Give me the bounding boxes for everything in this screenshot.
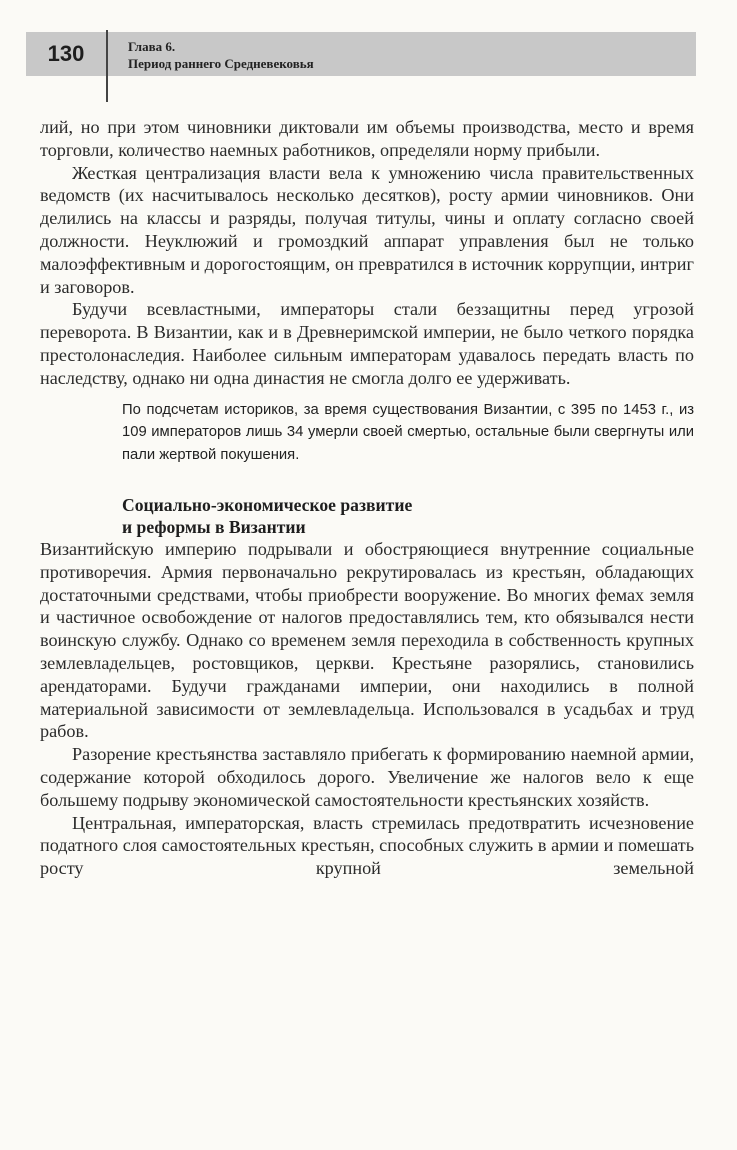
section-heading <box>122 494 694 538</box>
paragraph-imperial-power: Центральная, императорская, власть стремилась предотвратить исчезновение податного слоя самостоятельных крестьян, способных служить в армии и помешать росту крупной земельной <box>40 812 694 879</box>
paragraph-continued: лий, но при этом чиновники диктовали им объемы производства, место и время торговли, количество наемных работников, определяли норму прибыли. <box>40 117 694 160</box>
chapter-label: Глава 6. <box>128 39 176 54</box>
paragraph-mercenary-army: Разорение крестьянства заставляло прибегать к формированию наемной армии, содержание которой обходилось дорого. Увеличение же налогов вело к еще большему подрыву экономической самостоятельности крестьянских хозяйств. <box>40 744 694 810</box>
page-body <box>40 116 694 880</box>
section-heading-line-2: и реформы в Византии <box>122 517 306 538</box>
section-heading-line-1: Социально-экономическое развитие <box>122 495 413 516</box>
page-number: 130 <box>47 41 85 66</box>
paragraph-social-contradictions: Византийскую империю подрывали и обостряющиеся внутренние социальные противоречия. Армия первоначально рекрутировалась из крестьян, обладающих достаточными средствами, чтобы приобрести вооружение. Во многих фемах земля и частичное освобождение от налогов предоставлялись тем, кто обязывался нести воинскую службу. Однако со временем земля переходила в собственность крупных землевладельцев, ростовщиков, церкви. Крестьяне разорялись, становились арендаторами. Будучи гражданами империи, они находились в полной материальной зависимости от землевладельца. Использовался в усадьбах и труд рабов. <box>40 539 694 742</box>
running-header-text <box>128 38 314 72</box>
running-header <box>26 32 696 76</box>
sidebar-note: По подсчетам историков, за время существования Византии, с 395 по 1453 г., из 109 императоров лишь 34 умерли своей смертью, остальные были свергнуты или пали жертвой покушения. <box>122 401 694 463</box>
paragraph-centralization: Жесткая централизация власти вела к умножению числа правительственных ведомств (их насчитывалось несколько десятков), росту армии чиновников. Они делились на классы и разряды, получая титулы, чины и оплату согласно своей должности. Неуклюжий и громоздкий аппарат управления был не только малоэффективным и дорогостоящим, он превратился в источник коррупции, интриг и заговоров. <box>40 162 694 297</box>
chapter-title: Период раннего Средневековья <box>128 56 314 71</box>
paragraph-emperors: Будучи всевластными, императоры стали беззащитны перед угрозой переворота. В Византии, как и в Древнеримской империи, не было четкого порядка престолонаследия. Наиболее сильным императорам удавалось передать власть по наследству, однако ни одна династия не смогла долго ее удерживать. <box>40 299 694 388</box>
header-divider <box>106 30 108 102</box>
